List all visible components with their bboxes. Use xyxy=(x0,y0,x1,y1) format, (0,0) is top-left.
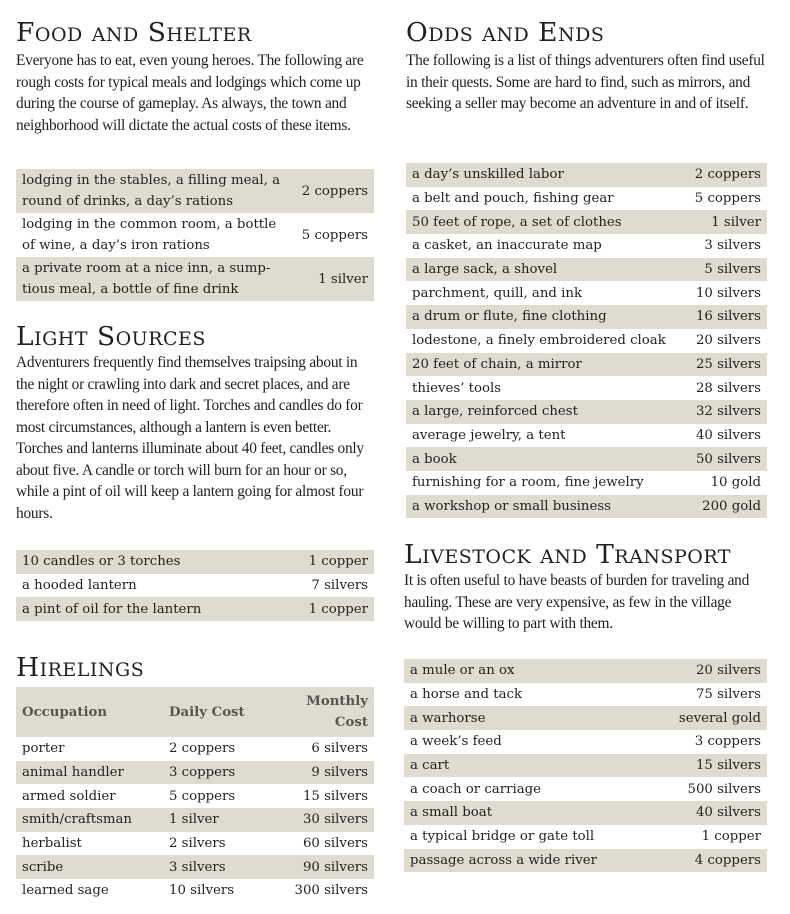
odds-title: Odds and Ends xyxy=(406,17,605,48)
table-row xyxy=(406,187,767,211)
table-row xyxy=(406,400,767,424)
cost-cell: 16 silvers xyxy=(685,305,767,329)
table-row xyxy=(16,213,374,257)
cost-cell: 15 silvers xyxy=(650,754,767,778)
item-cell: a small boat xyxy=(404,801,650,825)
odds-table xyxy=(406,163,767,518)
cost-cell: 1 silver xyxy=(296,257,374,301)
monthly-cost-cell: 90 silvers xyxy=(285,855,374,879)
light-intro: Adventurers frequently find themselves traipsing about in the night or crawling into dark and secret places, and are therefore often in need of light. Torches and candles do for most circumstances, although a lantern is even better. Torches and lanterns illuminate about 40 feet, candles only about five. A candle or torch will burn for an hour or so, while a pint of oil will keep a lantern going for almost four hours. xyxy=(16,354,364,522)
table-row xyxy=(406,281,767,305)
monthly-cost-cell: 30 silvers xyxy=(285,808,374,832)
table-row xyxy=(406,305,767,329)
livestock-table xyxy=(404,659,767,872)
table-row xyxy=(406,353,767,377)
cost-cell: 25 silvers xyxy=(685,353,767,377)
livestock-intro: It is often useful to have beasts of burden for traveling and hauling. These are very expensive, as few in the village would be willing to part with them. xyxy=(404,572,750,632)
item-cell: lodestone, a finely embroidered cloak xyxy=(412,333,666,349)
table-row xyxy=(16,855,374,879)
item-cell: average jewelry, a tent xyxy=(412,427,566,443)
table-row xyxy=(404,683,767,707)
cost-cell: 5 coppers xyxy=(694,191,761,207)
livestock-title: Livestock and Transport xyxy=(404,539,731,570)
item-cell: 50 feet of rope, a set of clothes xyxy=(406,210,685,234)
cost-cell: 20 silvers xyxy=(695,333,761,349)
cost-cell: 1 silver xyxy=(685,210,767,234)
monthly-cost-cell: 6 silvers xyxy=(311,741,368,757)
table-row xyxy=(406,495,767,519)
item-cell: 10 candles or 3 torches xyxy=(16,550,277,574)
item-cell: passage across a wide river xyxy=(404,849,650,873)
item-cell: a belt and pouch, fishing gear xyxy=(412,191,614,207)
item-cell: a horse and tack xyxy=(410,687,523,703)
cost-cell: 500 silvers xyxy=(687,781,761,797)
table-row xyxy=(16,879,374,903)
table-row xyxy=(16,169,374,213)
table-row xyxy=(406,329,767,353)
table-row xyxy=(404,659,767,683)
cost-cell: 4 coppers xyxy=(650,849,767,873)
cost-cell: 1 copper xyxy=(701,829,761,845)
daily-cost-cell: 3 coppers xyxy=(163,761,285,785)
item-cell: parchment, quill, and ink xyxy=(412,285,583,301)
cost-cell: 1 copper xyxy=(277,597,374,621)
table-row xyxy=(404,849,767,873)
monthly-cost-cell: 9 silvers xyxy=(285,761,374,785)
daily-cost-cell: 2 coppers xyxy=(169,741,236,757)
cost-cell: 50 silvers xyxy=(685,447,767,471)
table-row xyxy=(404,754,767,778)
table-row xyxy=(16,808,374,832)
cost-cell: 1 copper xyxy=(277,550,374,574)
table-row xyxy=(16,761,374,785)
item-cell: lodging in the stables, a filling meal, a round of drinks, a day’s rations xyxy=(16,169,296,213)
item-cell: a hooded lantern xyxy=(22,578,137,594)
item-cell: a typical bridge or gate toll xyxy=(410,829,595,845)
table-row xyxy=(16,784,374,808)
table-row xyxy=(406,163,767,187)
cost-cell: 40 silvers xyxy=(695,427,761,443)
item-cell: a day’s unskilled labor xyxy=(406,163,685,187)
item-cell: furnishing for a room, fine jewelry xyxy=(412,475,644,491)
daily-cost-cell: 5 coppers xyxy=(169,788,236,804)
item-cell: a cart xyxy=(404,754,650,778)
table-row xyxy=(404,825,767,849)
food-intro: Everyone has to eat, even young heroes. The following are rough costs for typical meals and lodgings which come up during the course of gameplay. As always, the town and neighborhood will dictate the actual costs of these items. xyxy=(16,52,364,134)
occupation-cell: scribe xyxy=(16,855,163,879)
occupation-cell: learned sage xyxy=(22,883,109,899)
daily-cost-cell: 1 silver xyxy=(163,808,285,832)
cost-cell: 3 silvers xyxy=(704,238,761,254)
item-cell: a coach or carriage xyxy=(410,781,542,797)
cost-cell: 2 coppers xyxy=(685,163,767,187)
daily-cost-cell: 2 silvers xyxy=(169,836,226,852)
monthly-cost-cell: 60 silvers xyxy=(302,836,368,852)
item-cell: a casket, an inaccurate map xyxy=(412,238,602,254)
cost-cell: 2 coppers xyxy=(296,169,374,213)
occupation-cell: porter xyxy=(22,741,65,757)
food-table xyxy=(16,169,374,301)
occupation-cell: herbalist xyxy=(22,836,82,852)
odds-intro: The following is a list of things adventurers often find useful in their quests. Some are hard to find, such as mirrors, and seeking a seller may become an adventure in and of itself. xyxy=(406,52,765,112)
cost-cell: 32 silvers xyxy=(685,400,767,424)
table-row xyxy=(406,424,767,448)
table-row xyxy=(406,210,767,234)
item-cell: a pint of oil for the lantern xyxy=(16,597,277,621)
table-row xyxy=(16,574,374,598)
daily-cost-cell: 10 silvers xyxy=(169,883,235,899)
food-title: Food and Shelter xyxy=(16,17,252,48)
header-daily-cost: Daily Cost xyxy=(163,687,285,737)
cost-cell: 10 gold xyxy=(710,475,761,491)
table-row xyxy=(404,730,767,754)
item-cell: a warhorse xyxy=(404,706,650,730)
table-row xyxy=(404,777,767,801)
item-cell: a large, reinforced chest xyxy=(406,400,685,424)
table-row xyxy=(406,258,767,282)
cost-cell: 3 coppers xyxy=(694,734,761,750)
item-cell: lodging in the common room, a bottle of wine, a day’s iron rations xyxy=(22,217,277,253)
light-section xyxy=(16,322,374,524)
table-row xyxy=(404,706,767,730)
header-occupation: Occupation xyxy=(16,687,163,737)
occupation-cell: animal handler xyxy=(16,761,163,785)
table-row xyxy=(406,447,767,471)
hirelings-title: Hirelings xyxy=(16,652,145,683)
cost-cell: 20 silvers xyxy=(650,659,767,683)
table-row xyxy=(406,376,767,400)
item-cell: a week’s feed xyxy=(410,734,502,750)
item-cell: a book xyxy=(406,447,685,471)
table-row xyxy=(406,471,767,495)
occupation-cell: smith/craftsman xyxy=(16,808,163,832)
light-table xyxy=(16,550,374,621)
item-cell: a mule or an ox xyxy=(404,659,650,683)
table-row xyxy=(406,234,767,258)
item-cell: a workshop or small business xyxy=(406,495,685,519)
livestock-table-body xyxy=(404,659,767,872)
table-row xyxy=(16,832,374,856)
table-row xyxy=(16,550,374,574)
hirelings-table xyxy=(16,687,374,903)
occupation-cell: armed soldier xyxy=(22,788,116,804)
monthly-cost-cell: 300 silvers xyxy=(294,883,368,899)
table-row xyxy=(16,257,374,301)
cost-cell: several gold xyxy=(650,706,767,730)
cost-cell: 5 coppers xyxy=(301,227,368,243)
livestock-section xyxy=(404,540,767,635)
item-cell: a drum or flute, fine clothing xyxy=(406,305,685,329)
cost-cell: 5 silvers xyxy=(685,258,767,282)
table-row xyxy=(16,737,374,761)
item-cell: 20 feet of chain, a mirror xyxy=(406,353,685,377)
item-cell: a private room at a nice inn, a sump-tious meal, a bottle of fine drink xyxy=(16,257,296,301)
table-row xyxy=(404,801,767,825)
cost-cell: 7 silvers xyxy=(311,578,368,594)
odds-section xyxy=(406,18,767,115)
cost-cell: 200 gold xyxy=(685,495,767,519)
food-section xyxy=(16,18,374,136)
table-header-row xyxy=(16,687,374,737)
cost-cell: 28 silvers xyxy=(695,380,761,396)
cost-cell: 40 silvers xyxy=(650,801,767,825)
light-title: Light Sources xyxy=(16,321,206,352)
cost-cell: 10 silvers xyxy=(695,285,761,301)
odds-table-body xyxy=(406,163,767,518)
item-cell: a large sack, a shovel xyxy=(406,258,685,282)
daily-cost-cell: 3 silvers xyxy=(163,855,285,879)
monthly-cost-cell: 15 silvers xyxy=(302,788,368,804)
hirelings-section xyxy=(16,653,374,683)
cost-cell: 75 silvers xyxy=(695,687,761,703)
header-monthly-cost: Monthly Cost xyxy=(285,687,374,737)
table-row xyxy=(16,597,374,621)
item-cell: thieves’ tools xyxy=(412,380,502,396)
